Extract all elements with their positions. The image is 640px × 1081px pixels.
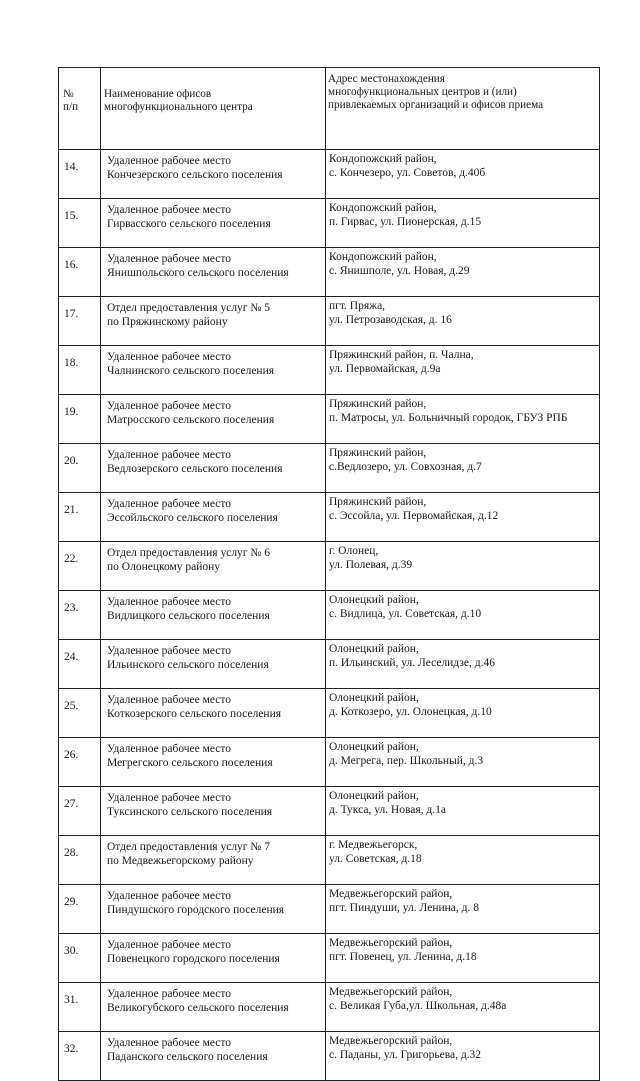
office-name-line: Отдел предоставления услуг № 7 [107,841,270,853]
office-name [101,689,326,738]
office-name-line: Удаленное рабочее место [107,400,232,412]
office-address-line: Пряжинский район, п. Чална, [329,349,474,361]
office-name-line: Удаленное рабочее место [107,792,232,804]
row-number: 25. [59,689,101,738]
office-name-line: Ильинского сельского поселения [107,659,269,671]
office-name [101,934,326,983]
office-address [326,346,600,395]
office-name-line: Удаленное рабочее место [107,1037,232,1049]
office-name-line: Мегрегского сельского поселения [107,757,273,769]
row-number: 20. [59,444,101,493]
office-name-line: Удаленное рабочее место [107,694,232,706]
row-number: 22. [59,542,101,591]
office-name-line: Коткозерского сельского поселения [107,708,282,720]
table-row [59,640,600,689]
office-address [326,1032,600,1081]
header-address-line: Адрес местонахождения [328,73,445,85]
office-name-line: Удаленное рабочее место [107,939,232,951]
table-row [59,689,600,738]
office-name-line: Удаленное рабочее место [107,253,232,265]
office-address-line: Олонецкий район, [329,643,419,655]
office-name [101,395,326,444]
table-header-row [59,68,600,150]
office-name [101,248,326,297]
office-address-line: Олонецкий район, [329,692,419,704]
office-name-line: Видлицкого сельского поселения [107,610,270,622]
office-address-line: с. Янишполе, ул. Новая, д.29 [329,265,470,277]
office-address-line: пгт. Пиндуши, ул. Ленина, д. 8 [329,902,479,914]
office-address-line: Пряжинский район, [329,447,427,459]
row-number: 18. [59,346,101,395]
office-address-line: Медвежьегорский район, [329,888,453,900]
office-address [326,689,600,738]
table-row [59,444,600,493]
row-number: 24. [59,640,101,689]
office-address [326,395,600,444]
row-number: 32. [59,1032,101,1081]
office-name-line: Великогубского сельского поселения [107,1002,289,1014]
header-number-line: п/п [63,101,79,113]
office-address-line: г. Олонец, [329,545,379,557]
office-name [101,836,326,885]
office-address-line: ул. Петрозаводская, д. 16 [329,314,452,326]
table-row [59,836,600,885]
office-name [101,297,326,346]
office-address-line: Пряжинский район, [329,496,427,508]
header-office-name-line: многофункционального центра [104,101,253,113]
office-address [326,150,600,199]
row-number: 15. [59,199,101,248]
office-address-line: пгт. Пряжа, [329,300,386,312]
table-row [59,1032,600,1081]
office-name-line: Пиндушского городского поселения [107,904,285,916]
office-address [326,738,600,787]
table-row [59,199,600,248]
row-number: 31. [59,983,101,1032]
table-row [59,591,600,640]
office-name-line: Эссойльского сельского поселения [107,512,278,524]
row-number: 26. [59,738,101,787]
office-address-line: с.Ведлозеро, ул. Совхозная, д.7 [329,461,482,473]
office-name-line: Повенецкого городского поселения [107,953,280,965]
office-address-line: Пряжинский район, [329,398,427,410]
office-address [326,248,600,297]
office-address-line: с. Великая Губа,ул. Школьная, д.48а [329,1000,507,1012]
office-address-line: д. Тукса, ул. Новая, д.1а [329,804,446,816]
office-name [101,493,326,542]
office-name-line: Отдел предоставления услуг № 6 [107,547,270,559]
office-name-line: Удаленное рабочее место [107,351,232,363]
table-row [59,542,600,591]
office-address [326,591,600,640]
office-name-line: Удаленное рабочее место [107,498,232,510]
table-row [59,934,600,983]
office-address [326,542,600,591]
office-name [101,150,326,199]
office-name [101,885,326,934]
office-address-line: Кондопожский район, [329,202,437,214]
office-name [101,346,326,395]
header-address-line: многофункциональных центров и (или) [328,86,517,98]
office-address-line: г. Медвежьегорск, [329,839,418,851]
header-address-line: привлекаемых организаций и офисов приема [328,99,544,111]
office-address-line: с. Видлица, ул. Советская, д.10 [329,608,482,620]
office-name-line: Удаленное рабочее место [107,743,232,755]
office-name-line: Ведлозерского сельского поселения [107,463,283,475]
office-name [101,542,326,591]
office-address-line: Медвежьегорский район, [329,1035,453,1047]
table-row [59,395,600,444]
office-address [326,297,600,346]
office-name [101,640,326,689]
office-address [326,983,600,1032]
office-address [326,836,600,885]
header-number [59,68,101,150]
row-number: 30. [59,934,101,983]
office-address-line: п. Гирвас, ул. Пионерская, д.15 [329,216,482,228]
office-name [101,983,326,1032]
office-name-line: по Медвежьегорскому району [107,855,254,867]
office-address-line: Олонецкий район, [329,741,419,753]
office-name-line: Удаленное рабочее место [107,890,232,902]
office-address-line: пгт. Повенец, ул. Ленина, д.18 [329,951,477,963]
row-number: 17. [59,297,101,346]
office-name-line: Чалнинского сельского поселения [107,365,275,377]
office-name-line: Гирвасского сельского поселения [107,218,271,230]
office-name-line: Удаленное рабочее место [107,645,232,657]
office-address-line: ул. Полевая, д.39 [329,559,413,571]
office-address-line: Олонецкий район, [329,790,419,802]
office-name [101,591,326,640]
table-row [59,738,600,787]
office-name-line: Удаленное рабочее место [107,155,232,167]
table-row [59,983,600,1032]
office-address-line: Олонецкий район, [329,594,419,606]
table-row [59,297,600,346]
table-row [59,248,600,297]
row-number: 27. [59,787,101,836]
table-row [59,150,600,199]
office-address-line: д. Коткозеро, ул. Олонецкая, д.10 [329,706,492,718]
row-number: 16. [59,248,101,297]
office-address [326,199,600,248]
office-address [326,934,600,983]
office-name-line: Янишпольского сельского поселения [107,267,289,279]
header-address [326,68,600,150]
row-number: 14. [59,150,101,199]
office-name-line: Удаленное рабочее место [107,988,232,1000]
office-address-line: п. Матросы, ул. Больничный городок, ГБУЗ РПБ [329,412,568,424]
header-office-name-line: Наименование офисов [104,88,212,100]
office-address [326,493,600,542]
office-name-line: Отдел предоставления услуг № 5 [107,302,270,314]
office-name [101,444,326,493]
table-row [59,493,600,542]
office-address-line: п. Ильинский, ул. Леселидзе, д.46 [329,657,495,669]
row-number: 19. [59,395,101,444]
office-address-line: ул. Советская, д.18 [329,853,422,865]
office-name-line: Удаленное рабочее место [107,596,232,608]
office-address-line: с. Эссойла, ул. Первомайская, д.12 [329,510,499,522]
header-office-name [101,68,326,150]
office-address-line: с. Кончезеро, ул. Советов, д.40б [329,167,486,179]
office-address-line: д. Мегрега, пер. Школьный, д.3 [329,755,484,767]
table-row [59,787,600,836]
office-address [326,640,600,689]
office-name-line: Кончезерского сельского поселения [107,169,283,181]
office-name-line: по Пряжинскому району [107,316,228,328]
office-address [326,885,600,934]
office-name-line: Туксинского сельского поселения [107,806,273,818]
office-name [101,787,326,836]
office-address-line: Кондопожский район, [329,251,437,263]
office-address [326,787,600,836]
row-number: 21. [59,493,101,542]
office-address-line: Кондопожский район, [329,153,437,165]
office-name-line: Матросского сельского поселения [107,414,275,426]
header-number-line: № [63,88,74,100]
office-name-line: Паданского сельского поселения [107,1051,268,1063]
office-address-line: Медвежьегорский район, [329,986,453,998]
table-row [59,885,600,934]
office-name [101,738,326,787]
table-body [59,150,600,1081]
office-name [101,199,326,248]
office-address [326,444,600,493]
offices-table [58,67,600,1081]
table-row [59,346,600,395]
office-name-line: Удаленное рабочее место [107,204,232,216]
office-address-line: с. Паданы, ул. Григорьева, д.32 [329,1049,482,1061]
office-address-line: ул. Первомайская, д.9а [329,363,441,375]
row-number: 28. [59,836,101,885]
office-address-line: Медвежьегорский район, [329,937,453,949]
office-name [101,1032,326,1081]
office-name-line: по Олонецкому району [107,561,221,573]
office-name-line: Удаленное рабочее место [107,449,232,461]
row-number: 29. [59,885,101,934]
row-number: 23. [59,591,101,640]
